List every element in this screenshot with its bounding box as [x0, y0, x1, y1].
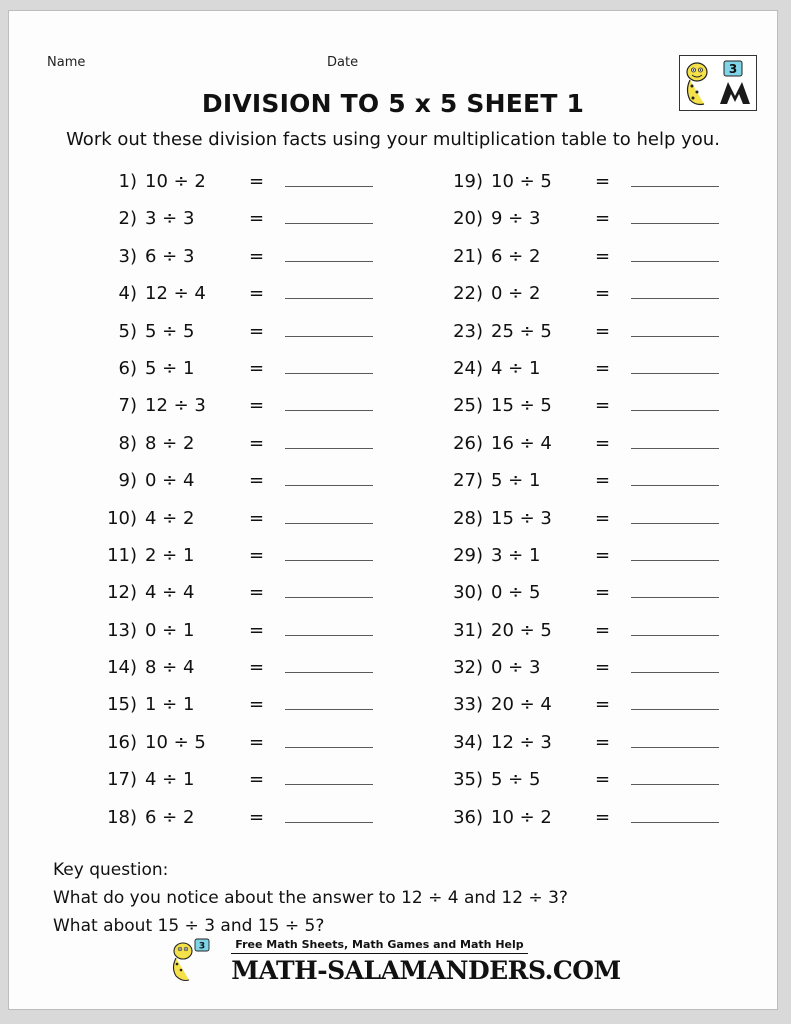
question-number: 20)	[453, 208, 483, 230]
answer-blank[interactable]	[285, 465, 373, 486]
questions-column-right	[393, 166, 777, 839]
answer-blank[interactable]	[285, 203, 373, 224]
question-number: 22)	[453, 283, 483, 305]
question-expression: 12 ÷ 3	[145, 395, 206, 417]
question-expression: 15 ÷ 3	[491, 507, 552, 529]
question-number: 29)	[453, 544, 483, 566]
equals-sign: =	[595, 582, 611, 604]
equals-sign: =	[595, 357, 611, 379]
svg-text:3: 3	[728, 62, 738, 76]
question-expression: 5 ÷ 5	[491, 769, 541, 791]
answer-blank[interactable]	[285, 166, 373, 187]
answer-blank[interactable]	[631, 203, 719, 224]
question-row	[95, 577, 393, 614]
question-row	[95, 764, 393, 801]
equals-sign: =	[595, 470, 611, 492]
question-number: 18)	[107, 806, 137, 828]
question-expression: 0 ÷ 2	[491, 283, 541, 305]
question-number: 25)	[453, 395, 483, 417]
question-row	[441, 428, 777, 465]
name-field-label: Name	[47, 55, 86, 70]
question-expression: 6 ÷ 2	[491, 245, 541, 267]
question-row	[441, 353, 777, 390]
question-row	[95, 802, 393, 839]
answer-blank[interactable]	[285, 764, 373, 785]
answer-blank[interactable]	[285, 652, 373, 673]
equals-sign: =	[595, 245, 611, 267]
question-number: 26)	[453, 432, 483, 454]
question-row	[441, 278, 777, 315]
question-row	[441, 390, 777, 427]
question-number: 34)	[453, 731, 483, 753]
question-expression: 25 ÷ 5	[491, 320, 552, 342]
question-expression: 1 ÷ 1	[145, 694, 195, 716]
answer-blank[interactable]	[285, 503, 373, 524]
question-expression: 8 ÷ 2	[145, 432, 195, 454]
equals-sign: =	[249, 731, 265, 753]
question-expression: 12 ÷ 3	[491, 731, 552, 753]
answer-blank[interactable]	[631, 727, 719, 748]
equals-sign: =	[249, 245, 265, 267]
question-expression: 8 ÷ 4	[145, 657, 195, 679]
question-number: 15)	[107, 694, 137, 716]
question-expression: 20 ÷ 5	[491, 619, 552, 641]
question-expression: 6 ÷ 2	[145, 806, 195, 828]
question-row	[441, 689, 777, 726]
question-number: 17)	[107, 769, 137, 791]
question-number: 35)	[453, 769, 483, 791]
question-expression: 5 ÷ 1	[491, 470, 541, 492]
question-expression: 3 ÷ 1	[491, 544, 541, 566]
question-number: 7)	[118, 395, 137, 417]
equals-sign: =	[249, 395, 265, 417]
question-expression: 10 ÷ 5	[145, 731, 206, 753]
equals-sign: =	[249, 171, 265, 192]
instructions: Work out these division facts using your multiplication table to help you.	[66, 129, 720, 150]
question-number: 33)	[453, 694, 483, 716]
answer-blank[interactable]	[285, 278, 373, 299]
answer-blank[interactable]	[631, 278, 719, 299]
questions-area	[9, 166, 777, 839]
question-row	[441, 166, 777, 203]
question-number: 11)	[107, 544, 137, 566]
question-row	[441, 203, 777, 240]
date-field-label: Date	[327, 55, 359, 70]
equals-sign: =	[595, 283, 611, 305]
question-row	[95, 390, 393, 427]
question-number: 2)	[118, 208, 137, 230]
equals-sign: =	[249, 544, 265, 566]
question-expression: 0 ÷ 5	[491, 582, 541, 604]
question-row	[441, 465, 777, 502]
key-question-block	[53, 856, 568, 940]
key-question-heading: Key question:	[53, 860, 169, 880]
question-row	[95, 241, 393, 278]
question-expression: 16 ÷ 4	[491, 432, 552, 454]
question-number: 27)	[453, 470, 483, 492]
question-expression: 0 ÷ 4	[145, 470, 195, 492]
equals-sign: =	[595, 208, 611, 230]
equals-sign: =	[249, 432, 265, 454]
answer-blank[interactable]	[285, 727, 373, 748]
equals-sign: =	[595, 432, 611, 454]
question-row	[95, 727, 393, 764]
answer-blank[interactable]	[631, 540, 719, 561]
answer-blank[interactable]	[631, 802, 719, 823]
question-number: 13)	[107, 619, 137, 641]
question-number: 14)	[107, 657, 137, 679]
question-row	[441, 764, 777, 801]
question-row	[441, 316, 777, 353]
answer-blank[interactable]	[285, 615, 373, 636]
question-expression: 15 ÷ 5	[491, 395, 552, 417]
answer-blank[interactable]	[285, 390, 373, 411]
question-row	[95, 203, 393, 240]
equals-sign: =	[595, 694, 611, 716]
question-row	[441, 241, 777, 278]
footer-tagline: Free Math Sheets, Math Games and Math Help	[231, 938, 527, 954]
question-number: 3)	[118, 245, 137, 267]
answer-blank[interactable]	[285, 428, 373, 449]
answer-blank[interactable]	[285, 802, 373, 823]
question-expression: 3 ÷ 3	[145, 208, 195, 230]
equals-sign: =	[595, 657, 611, 679]
question-row	[441, 727, 777, 764]
question-expression: 4 ÷ 2	[145, 507, 195, 529]
question-expression: 10 ÷ 5	[491, 171, 552, 192]
question-expression: 10 ÷ 2	[491, 806, 552, 828]
equals-sign: =	[595, 806, 611, 828]
equals-sign: =	[595, 544, 611, 566]
question-row	[441, 577, 777, 614]
question-expression: 4 ÷ 1	[145, 769, 195, 791]
question-number: 30)	[453, 582, 483, 604]
question-expression: 6 ÷ 3	[145, 245, 195, 267]
worksheet-header	[9, 11, 777, 57]
answer-blank[interactable]	[285, 241, 373, 262]
question-row	[95, 166, 393, 203]
equals-sign: =	[595, 320, 611, 342]
question-row	[441, 652, 777, 689]
equals-sign: =	[249, 582, 265, 604]
equals-sign: =	[249, 507, 265, 529]
answer-blank[interactable]	[631, 241, 719, 262]
question-row	[441, 540, 777, 577]
equals-sign: =	[595, 731, 611, 753]
question-row	[441, 503, 777, 540]
equals-sign: =	[595, 507, 611, 529]
answer-blank[interactable]	[631, 166, 719, 187]
footer-brand: MATH-SALAMANDERS.COM	[231, 956, 621, 985]
equals-sign: =	[249, 657, 265, 679]
answer-blank[interactable]	[631, 428, 719, 449]
question-number: 5)	[118, 320, 137, 342]
answer-blank[interactable]	[285, 316, 373, 337]
question-number: 4)	[118, 283, 137, 305]
answer-blank[interactable]	[631, 465, 719, 486]
equals-sign: =	[249, 283, 265, 305]
equals-sign: =	[595, 769, 611, 791]
answer-blank[interactable]	[285, 577, 373, 598]
answer-blank[interactable]	[285, 689, 373, 710]
equals-sign: =	[249, 694, 265, 716]
question-number: 36)	[453, 806, 483, 828]
question-row	[95, 689, 393, 726]
equals-sign: =	[249, 619, 265, 641]
question-number: 1)	[118, 171, 137, 192]
equals-sign: =	[595, 395, 611, 417]
question-row	[95, 428, 393, 465]
question-expression: 9 ÷ 3	[491, 208, 541, 230]
question-row	[95, 353, 393, 390]
question-number: 8)	[118, 432, 137, 454]
footer-salamander-icon	[165, 937, 227, 985]
question-row	[441, 615, 777, 652]
worksheet-page	[8, 10, 778, 1010]
equals-sign: =	[249, 357, 265, 379]
question-expression: 10 ÷ 2	[145, 171, 206, 192]
questions-column-left	[9, 166, 393, 839]
equals-sign: =	[249, 208, 265, 230]
question-row	[95, 465, 393, 502]
equals-sign: =	[249, 769, 265, 791]
question-row	[95, 278, 393, 315]
answer-blank[interactable]	[631, 615, 719, 636]
svg-text:3: 3	[199, 941, 206, 952]
equals-sign: =	[595, 171, 611, 192]
question-expression: 2 ÷ 1	[145, 544, 195, 566]
equals-sign: =	[249, 806, 265, 828]
question-expression: 4 ÷ 1	[491, 357, 541, 379]
question-row	[441, 802, 777, 839]
question-number: 12)	[107, 582, 137, 604]
question-number: 31)	[453, 619, 483, 641]
equals-sign: =	[249, 470, 265, 492]
question-expression: 4 ÷ 4	[145, 582, 195, 604]
answer-blank[interactable]	[631, 353, 719, 374]
question-number: 9)	[118, 470, 137, 492]
answer-blank[interactable]	[631, 652, 719, 673]
answer-blank[interactable]	[631, 764, 719, 785]
question-expression: 0 ÷ 3	[491, 657, 541, 679]
question-expression: 12 ÷ 4	[145, 283, 206, 305]
answer-blank[interactable]	[285, 353, 373, 374]
question-number: 28)	[453, 507, 483, 529]
question-number: 16)	[107, 731, 137, 753]
answer-blank[interactable]	[631, 689, 719, 710]
question-row	[95, 503, 393, 540]
answer-blank[interactable]	[631, 316, 719, 337]
question-number: 21)	[453, 245, 483, 267]
page-title: DIVISION TO 5 x 5 SHEET 1	[201, 89, 585, 118]
question-row	[95, 652, 393, 689]
question-expression: 0 ÷ 1	[145, 619, 195, 641]
question-expression: 20 ÷ 4	[491, 694, 552, 716]
question-number: 10)	[107, 507, 137, 529]
question-row	[95, 540, 393, 577]
equals-sign: =	[595, 619, 611, 641]
question-row	[95, 316, 393, 353]
question-expression: 5 ÷ 5	[145, 320, 195, 342]
question-number: 23)	[453, 320, 483, 342]
question-number: 24)	[453, 357, 483, 379]
question-row	[95, 615, 393, 652]
answer-blank[interactable]	[631, 577, 719, 598]
equals-sign: =	[249, 320, 265, 342]
question-number: 6)	[118, 357, 137, 379]
question-number: 19)	[453, 171, 483, 192]
answer-blank[interactable]	[285, 540, 373, 561]
key-question-line-1: What do you notice about the answer to 12 ÷ 4 and 12 ÷ 3?	[53, 888, 568, 908]
question-expression: 5 ÷ 1	[145, 357, 195, 379]
key-question-line-2: What about 15 ÷ 3 and 15 ÷ 5?	[53, 916, 325, 936]
answer-blank[interactable]	[631, 390, 719, 411]
footer	[9, 937, 777, 985]
question-number: 32)	[453, 657, 483, 679]
answer-blank[interactable]	[631, 503, 719, 524]
